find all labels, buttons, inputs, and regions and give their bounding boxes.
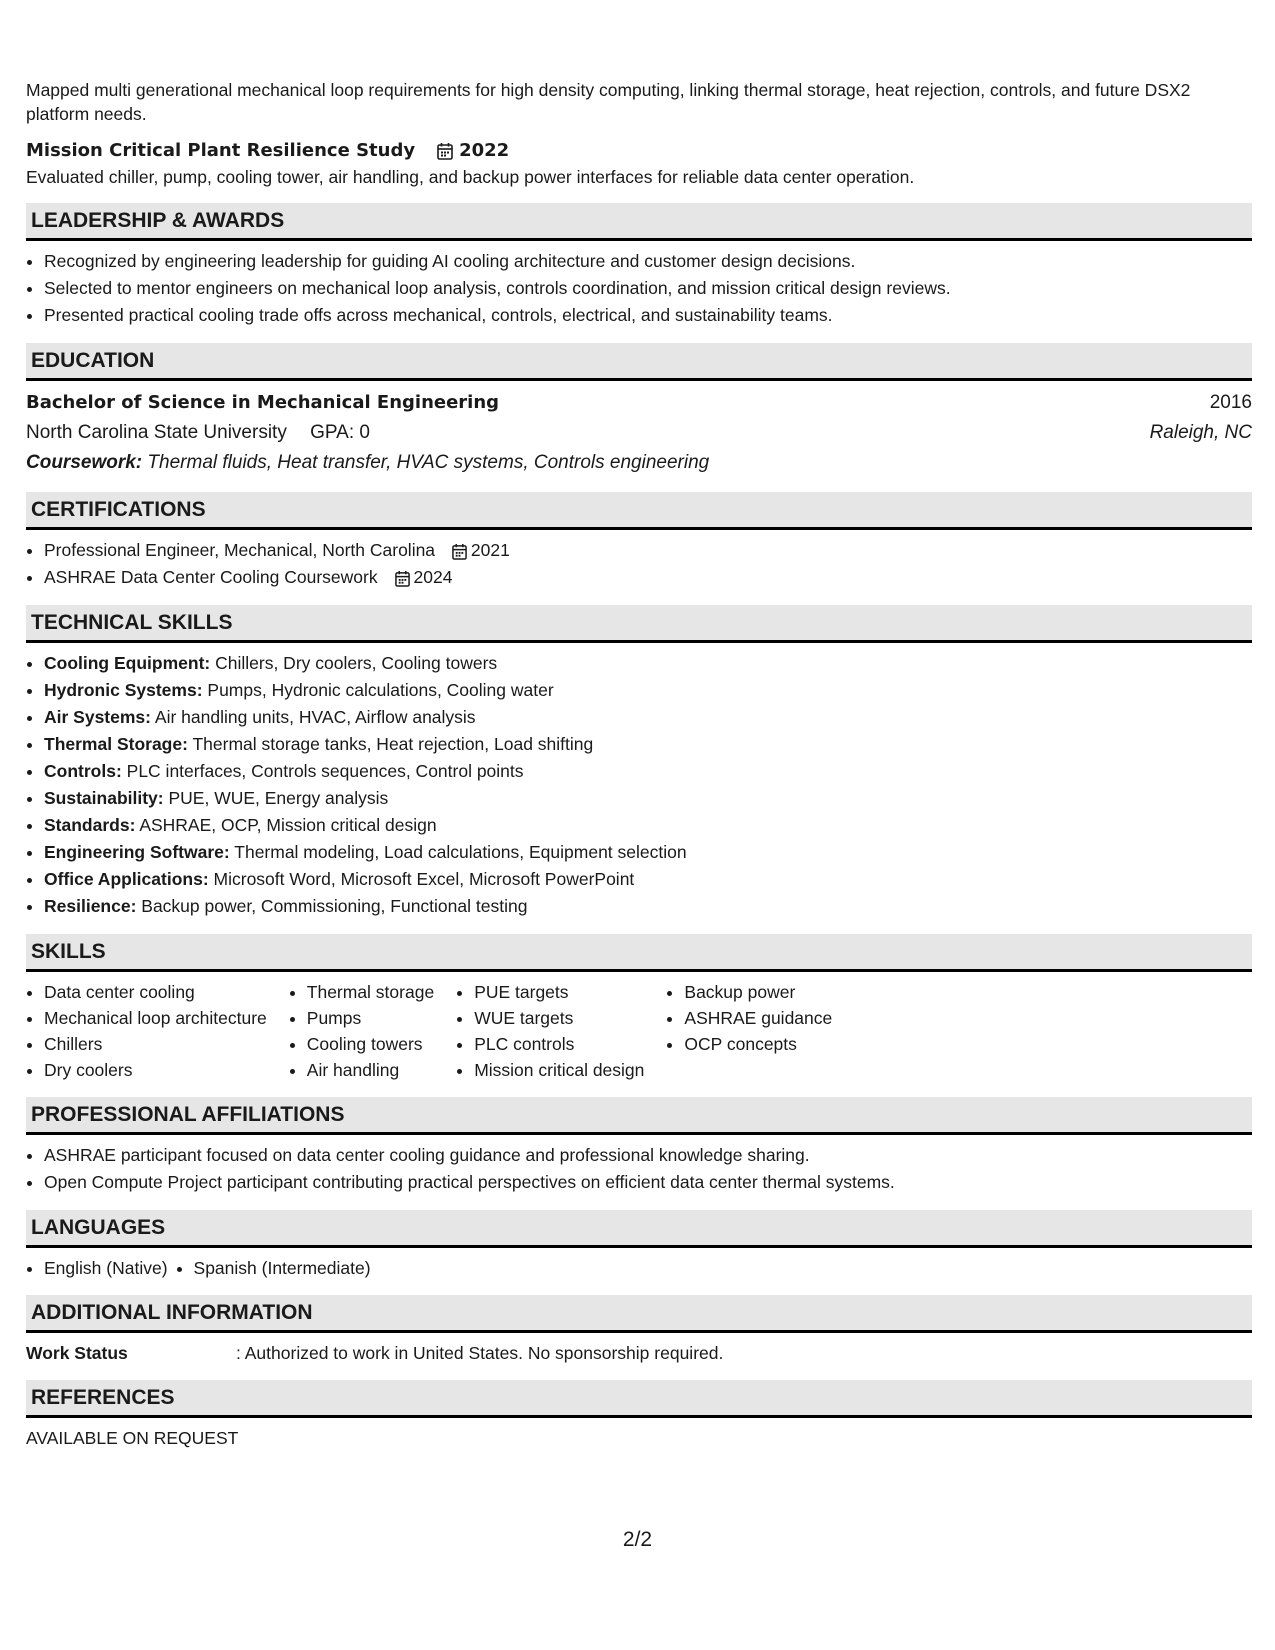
certifications-section (26, 492, 1252, 591)
skill-value: Air handling units, HVAC, Airflow analysis (154, 707, 476, 727)
list-item: • Pumps (307, 1005, 434, 1031)
calendar-icon (395, 570, 410, 587)
section-heading: LANGUAGES (26, 1210, 1252, 1248)
list-item: • ASHRAE guidance (684, 1005, 832, 1031)
list-item: • Mission critical design (474, 1057, 644, 1083)
list-item (44, 731, 1252, 758)
skill-value: ASHRAE, OCP, Mission critical design (139, 815, 437, 835)
section-heading: PROFESSIONAL AFFILIATIONS (26, 1097, 1252, 1135)
section-heading: REFERENCES (26, 1380, 1252, 1418)
list-item: • Thermal storage (307, 979, 434, 1005)
skill-label: Hydronic Systems: (44, 680, 203, 700)
list-item (44, 758, 1252, 785)
list-item: • WUE targets (474, 1005, 644, 1031)
education-degree: Bachelor of Science in Mechanical Engineering (26, 392, 500, 413)
education-degree-row (26, 388, 1252, 418)
list-item: • Recognized by engineering leadership for guiding AI cooling architecture and customer design decisions. (44, 248, 1252, 275)
languages-list (26, 1255, 1252, 1281)
affiliations-section (26, 1097, 1252, 1196)
work-status-row (26, 1340, 1252, 1366)
calendar-icon (452, 543, 467, 560)
page-number: 2/2 (622, 1528, 653, 1551)
list-item: • Mechanical loop architecture (44, 1005, 267, 1031)
skills-column (456, 979, 644, 1083)
certifications-list (26, 537, 1252, 591)
work-status-value: : Authorized to work in United States. No sponsorship required. (236, 1343, 724, 1363)
section-heading: LEADERSHIP & AWARDS (26, 203, 1252, 241)
list-item (44, 677, 1252, 704)
list-item: • Presented practical cooling trade offs across mechanical, controls, electrical, and sustainability teams. (44, 302, 1252, 329)
work-status-label: Work Status (26, 1343, 128, 1363)
skill-label: Sustainability: (44, 788, 164, 808)
list-item (44, 866, 1252, 893)
skill-label: Resilience: (44, 896, 137, 916)
education-school: North Carolina State University (26, 422, 287, 443)
list-item: • Data center cooling (44, 979, 267, 1005)
cert-name: Professional Engineer, Mechanical, North Carolina (44, 540, 436, 560)
references-text: AVAILABLE ON REQUEST (26, 1428, 239, 1448)
list-item (44, 564, 1252, 591)
list-item (44, 785, 1252, 812)
languages-section (26, 1210, 1252, 1281)
skills-column (289, 979, 434, 1083)
list-item: • ASHRAE participant focused on data center cooling guidance and professional knowledge sharing. (44, 1142, 1252, 1169)
list-item (44, 650, 1252, 677)
list-item: • Air handling (307, 1057, 434, 1083)
leadership-list (26, 248, 1252, 329)
section-heading: EDUCATION (26, 343, 1252, 381)
education-year: 2016 (1209, 392, 1252, 413)
list-item: • PLC controls (474, 1031, 644, 1057)
education-gpa: GPA: 0 (310, 422, 370, 443)
skill-label: Controls: (44, 761, 122, 781)
affiliations-list (26, 1142, 1252, 1196)
intro-text: Mapped multi generational mechanical loop requirements for high density computing, linking thermal storage, heat rejection, controls, and future DSX2 platform needs. (26, 80, 1191, 124)
skill-value: Backup power, Commissioning, Functional testing (141, 896, 528, 916)
technical-skills-list (26, 650, 1252, 920)
list-item: • Selected to mentor engineers on mechanical loop analysis, controls coordination, and mission critical design reviews. (44, 275, 1252, 302)
skill-value: Thermal modeling, Load calculations, Equipment selection (234, 842, 687, 862)
list-item (44, 704, 1252, 731)
skill-value: PUE, WUE, Energy analysis (168, 788, 389, 808)
skill-label: Thermal Storage: (44, 734, 188, 754)
skill-label: Cooling Equipment: (44, 653, 211, 673)
coursework-label: Coursework: (26, 452, 143, 473)
project-description: Evaluated chiller, pump, cooling tower, air handling, and backup power interfaces for reliable data center operation. (26, 167, 915, 187)
skills-column (26, 979, 267, 1083)
skill-value: Pumps, Hydronic calculations, Cooling water (207, 680, 554, 700)
list-item: • English (Native) (44, 1255, 168, 1281)
list-item: • Chillers (44, 1031, 267, 1057)
list-item (44, 839, 1252, 866)
skill-value: Thermal storage tanks, Heat rejection, Load shifting (192, 734, 594, 754)
list-item (44, 537, 1252, 564)
resume-page (26, 78, 1252, 1451)
section-heading: CERTIFICATIONS (26, 492, 1252, 530)
list-item (44, 812, 1252, 839)
calendar-icon (437, 142, 453, 160)
section-heading: ADDITIONAL INFORMATION (26, 1295, 1252, 1333)
cert-year: 2024 (413, 567, 453, 587)
list-item: • Spanish (Intermediate) (194, 1255, 371, 1281)
skills-column (666, 979, 832, 1083)
skill-value: Microsoft Word, Microsoft Excel, Microsoft PowerPoint (213, 869, 635, 889)
skill-label: Office Applications: (44, 869, 209, 889)
list-item: • Backup power (684, 979, 832, 1005)
leadership-section (26, 203, 1252, 329)
project-year: 2022 (459, 140, 510, 161)
education-school-row (26, 418, 1252, 448)
project-title-row (26, 140, 1252, 161)
section-heading: TECHNICAL SKILLS (26, 605, 1252, 643)
skill-value: PLC interfaces, Controls sequences, Control points (126, 761, 524, 781)
list-item: • OCP concepts (684, 1031, 832, 1057)
list-item: • Open Compute Project participant contributing practical perspectives on efficient data center thermal systems. (44, 1169, 1252, 1196)
list-item: • PUE targets (474, 979, 644, 1005)
skill-label: Standards: (44, 815, 136, 835)
technical-skills-section (26, 605, 1252, 920)
skills-section (26, 934, 1252, 1083)
education-coursework (26, 448, 1252, 478)
project-title: Mission Critical Plant Resilience Study (26, 140, 416, 161)
list-item (44, 893, 1252, 920)
additional-info-section (26, 1295, 1252, 1366)
skills-grid (26, 979, 1252, 1083)
list-item: • Cooling towers (307, 1031, 434, 1057)
list-item: • Dry coolers (44, 1057, 267, 1083)
coursework-value: Thermal fluids, Heat transfer, HVAC systems, Controls engineering (147, 452, 710, 473)
cert-name: ASHRAE Data Center Cooling Coursework (44, 567, 378, 587)
skill-value: Chillers, Dry coolers, Cooling towers (215, 653, 498, 673)
education-location: Raleigh, NC (1149, 422, 1252, 443)
education-section (26, 343, 1252, 478)
skill-label: Engineering Software: (44, 842, 230, 862)
skill-label: Air Systems: (44, 707, 151, 727)
references-section (26, 1380, 1252, 1451)
cert-year: 2021 (470, 540, 510, 560)
section-heading: SKILLS (26, 934, 1252, 972)
